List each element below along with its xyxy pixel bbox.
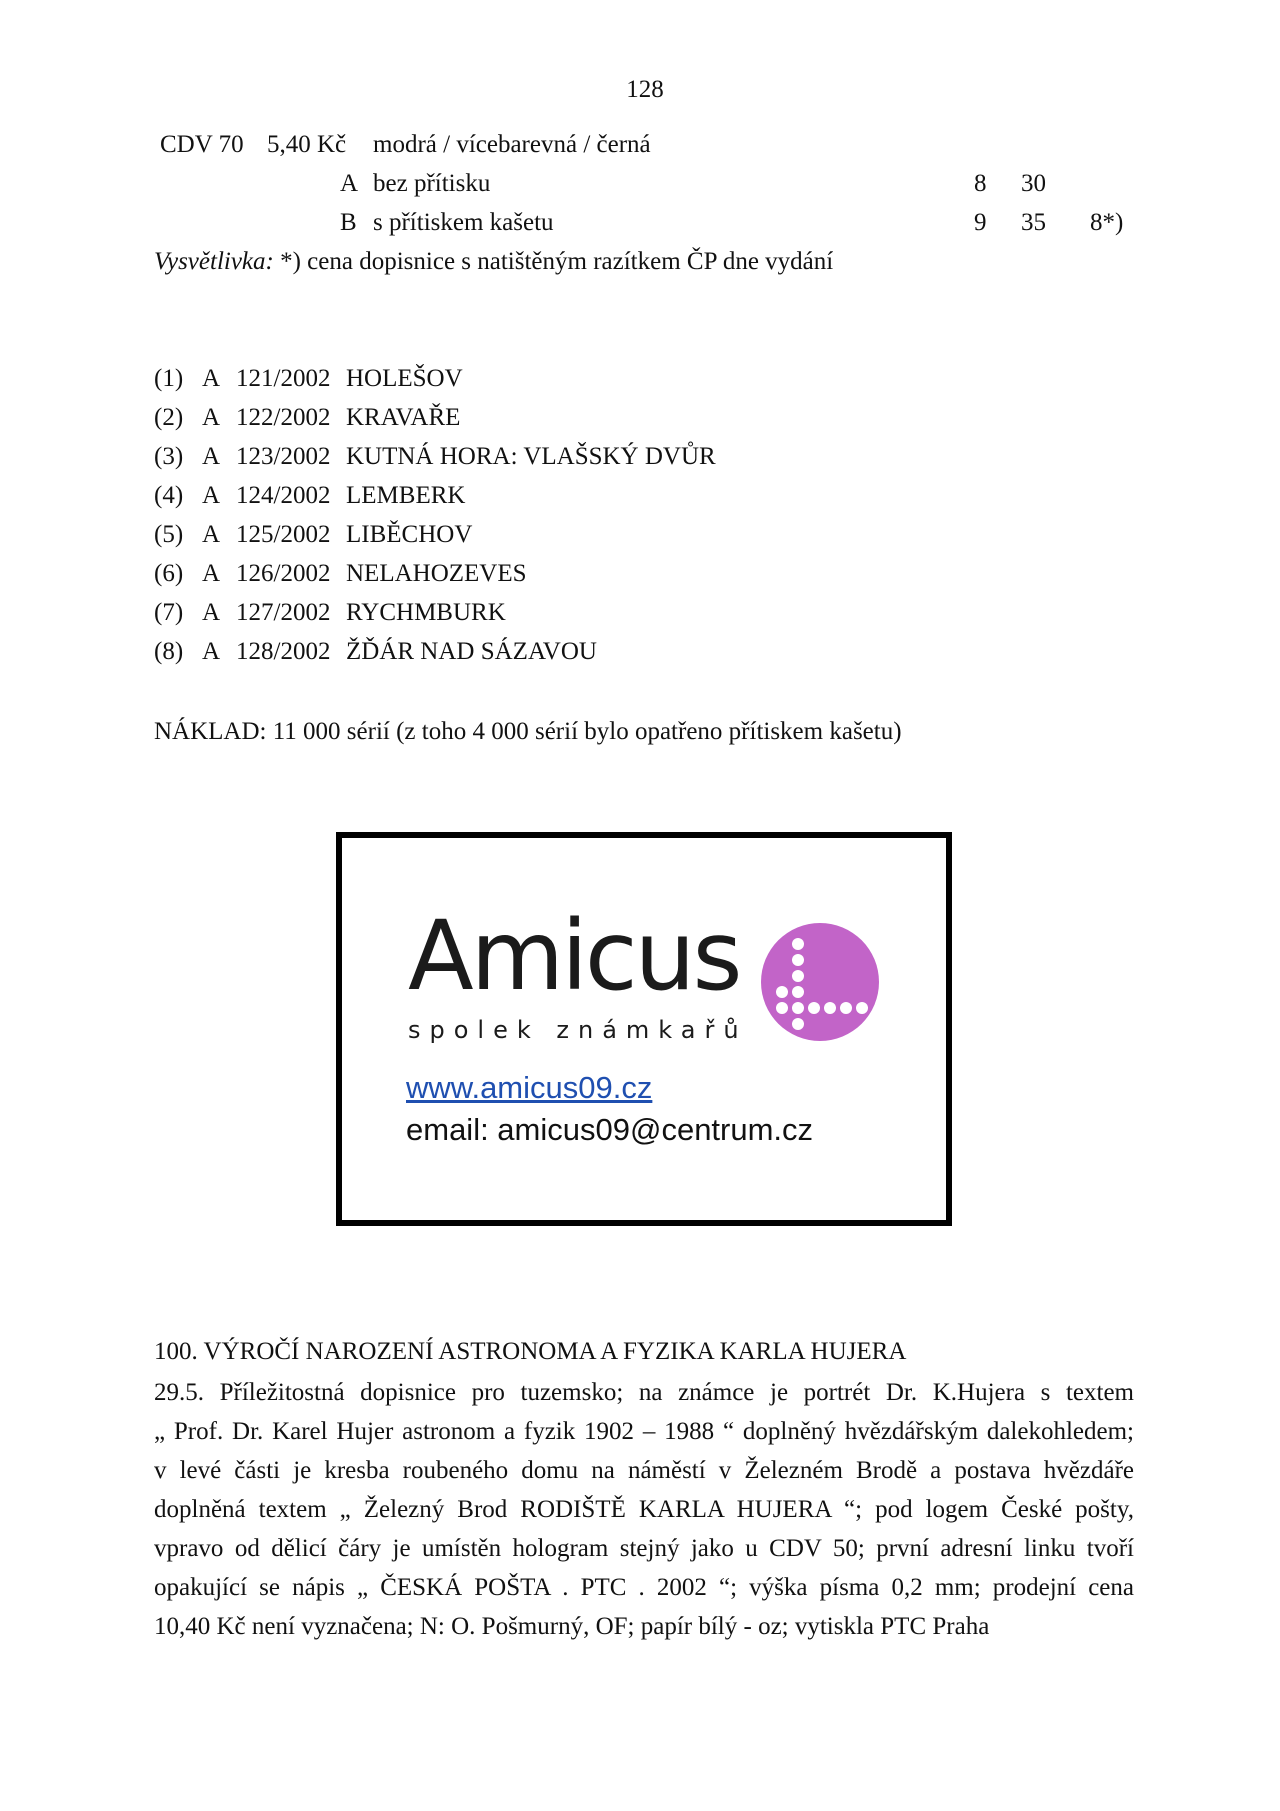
amicus-emblem-icon <box>760 922 880 1042</box>
variant-b-desc: s přítiskem kašetu <box>373 209 554 236</box>
paragraph-line: vpravo od dělicí čáry je umístěn hologram stejný jako u CDV 50; první adresní linku tvoří <box>154 1535 1134 1562</box>
paragraph-line: opakující se nápis „ ČESKÁ POŠTA . PTC . 2002 “; výška písma 0,2 mm; prodejní cena <box>154 1574 1134 1601</box>
list-item: (8) A 128/2002 ŽĎÁR NAD SÁZAVOU <box>154 638 597 665</box>
logo-subtitle: spolek známkařů <box>408 1016 748 1044</box>
variant-b-value-3: 8*) <box>1090 209 1124 236</box>
variant-a-value-1: 8 <box>974 170 987 197</box>
amicus-logo-box <box>336 832 952 1226</box>
cdv-code: CDV 70 <box>160 131 244 158</box>
paragraph-line: 29.5. Příležitostná dopisnice pro tuzemsko; na známce je portrét Dr. K.Hujera s textem <box>154 1379 1134 1406</box>
paragraph-line: „ Prof. Dr. Karel Hujer astronom a fyzik 1902 – 1988 “ doplněný hvězdářským dalekohledem; <box>154 1418 1134 1445</box>
print-run: NÁKLAD: 11 000 sérií (z toho 4 000 sérií bylo opatřeno přítiskem kašetu) <box>154 718 902 745</box>
explanatory-note <box>154 247 833 277</box>
list-item: (2) A 122/2002 KRAVAŘE <box>154 404 461 431</box>
paragraph-line: v levé části je kresba roubeného domu na náměstí v Železném Brodě a postava hvězdáře <box>154 1457 1134 1484</box>
paragraph-line: 10,40 Kč není vyznačena; N: O. Pošmurný, OF; papír bílý - oz; vytiskla PTC Praha <box>154 1613 990 1640</box>
variant-a-letter: A <box>340 170 359 197</box>
page-number: 128 <box>626 76 664 103</box>
variant-b-letter: B <box>340 209 357 236</box>
variant-a-desc: bez přítisku <box>373 170 491 197</box>
variant-b-value-2: 35 <box>1021 209 1046 236</box>
section-title: 100. VÝROČÍ NAROZENÍ ASTRONOMA A FYZIKA KARLA HUJERA <box>154 1338 907 1365</box>
website-link[interactable]: www.amicus09.cz <box>406 1070 653 1105</box>
logo-wordmark: Amicus <box>408 900 740 1012</box>
list-item: (4) A 124/2002 LEMBERK <box>154 482 466 509</box>
cdv-price: 5,40 Kč <box>267 131 347 158</box>
description-paragraph <box>154 1373 1134 1646</box>
list-item: (6) A 126/2002 NELAHOZEVES <box>154 560 527 587</box>
list-item: (1) A 121/2002 HOLEŠOV <box>154 365 463 392</box>
email-address: email: amicus09@centrum.cz <box>406 1112 814 1147</box>
variant-b-value-1: 9 <box>974 209 987 236</box>
paragraph-line: doplněná textem „ Železný Brod RODIŠTĚ KARLA HUJERA “; pod logem České pošty, <box>154 1496 1134 1523</box>
variant-a-value-2: 30 <box>1021 170 1046 197</box>
list-item: (7) A 127/2002 RYCHMBURK <box>154 599 506 626</box>
list-item: (3) A 123/2002 KUTNÁ HORA: VLAŠSKÝ DVŮR <box>154 443 716 470</box>
cdv-colors: modrá / vícebarevná / černá <box>373 131 651 158</box>
list-item: (5) A 125/2002 LIBĚCHOV <box>154 521 473 548</box>
note-label: Vysvětlivka: <box>154 248 274 275</box>
note-text: *) cena dopisnice s natištěným razítkem ČP dne vydání <box>273 248 834 275</box>
